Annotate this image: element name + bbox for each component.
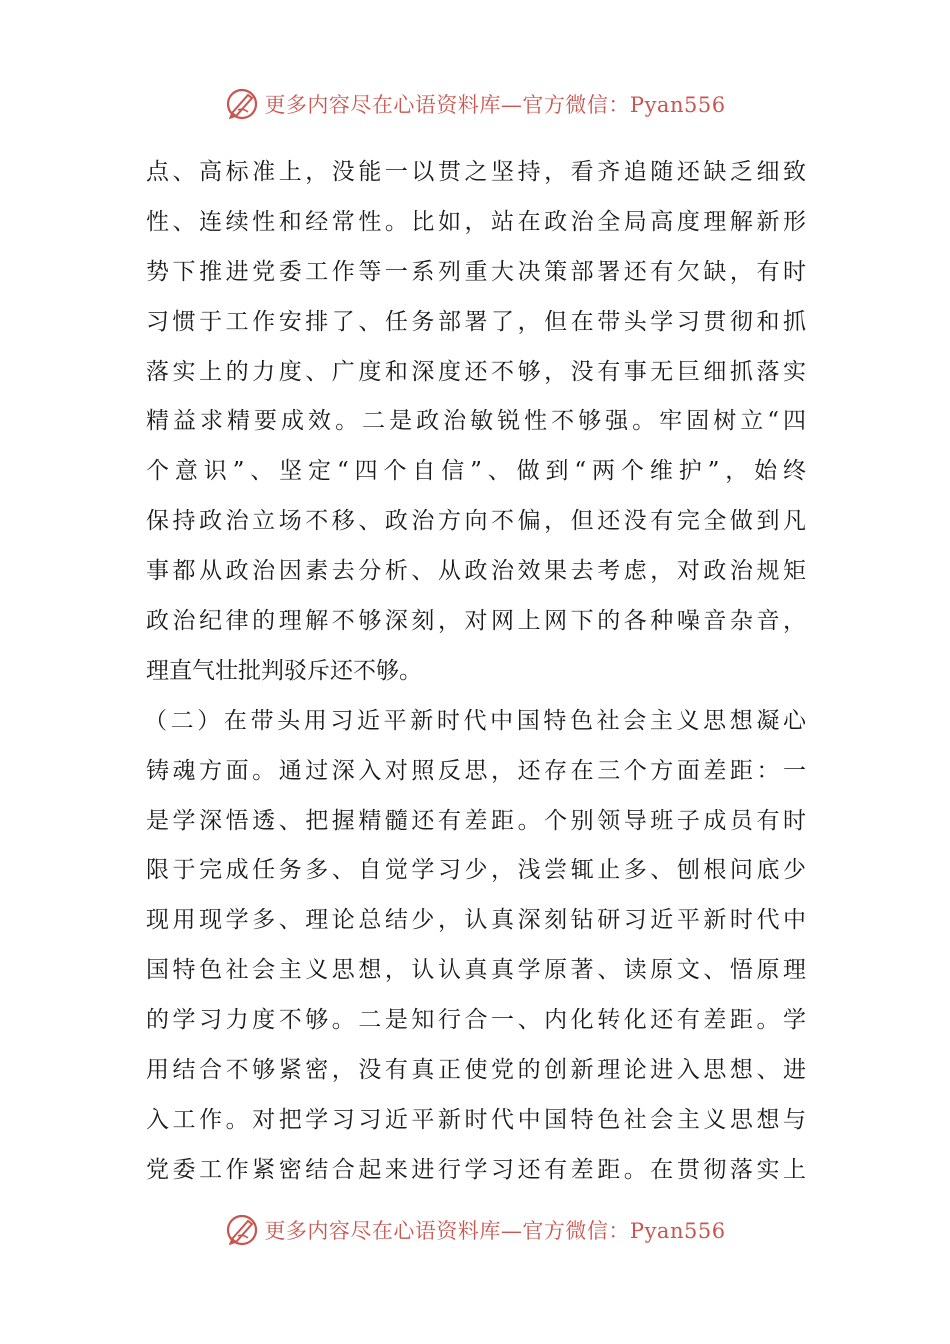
header-banner: [0, 82, 950, 126]
body-line: 习惯于工作安排了、任务部署了，但在带头学习贯彻和抓: [146, 308, 806, 335]
body-line: 性、连续性和经常性。比如，站在政治全局高度理解新形: [146, 208, 806, 235]
body-line: 限于完成任务多、自觉学习少，浅尝辄止多、刨根问底少: [146, 857, 806, 884]
body-line: 用结合不够紧密，没有真正使党的创新理论进入思想、进: [146, 1057, 806, 1084]
body-line: 现用现学多、理论总结少，认真深刻钻研习近平新时代中: [146, 907, 806, 934]
section-heading-line: （二）在带头用习近平新时代中国特色社会主义思想凝心: [144, 707, 806, 734]
body-line: 国特色社会主义思想，认认真真学原著、读原文、悟原理: [146, 957, 806, 984]
body-line: 政治纪律的理解不够深刻，对网上网下的各种噪音杂音，: [146, 608, 806, 635]
footer-banner: [0, 1208, 950, 1252]
body-line: 铸魂方面。通过深入对照反思，还存在三个方面差距：一: [146, 757, 806, 784]
pen-circle-icon: [224, 1212, 260, 1248]
body-line: 事都从政治因素去分析、从政治效果去考虑，对政治规矩: [146, 558, 806, 585]
body-line: 理直气壮批判驳斥还不够。: [146, 657, 422, 684]
body-line: 个意识”、坚定“四个自信”、做到“两个维护”，始终: [146, 458, 806, 485]
banner-text: 更多内容尽在心语资料库—官方微信：Pyan556: [264, 93, 726, 117]
body-line: 保持政治立场不移、政治方向不偏，但还没有完全做到凡: [146, 508, 806, 535]
body-line: 落实上的力度、广度和深度还不够，没有事无巨细抓落实: [146, 358, 806, 385]
body-line: 点、高标准上，没能一以贯之坚持，看齐追随还缺乏细致: [146, 159, 806, 185]
body-line: 是学深悟透、把握精髓还有差距。个别领导班子成员有时: [146, 807, 806, 834]
body-line: 入工作。对把学习习近平新时代中国特色社会主义思想与: [146, 1106, 806, 1133]
body-line: 党委工作紧密结合起来进行学习还有差距。在贯彻落实上: [146, 1156, 806, 1183]
body-line: 的学习力度不够。二是知行合一、内化转化还有差距。学: [146, 1007, 806, 1034]
body-line: 势下推进党委工作等一系列重大决策部署还有欠缺，有时: [146, 258, 806, 285]
pen-circle-icon: [224, 86, 260, 122]
banner-text: 更多内容尽在心语资料库—官方微信：Pyan556: [264, 1219, 726, 1243]
body-line: 精益求精要成效。二是政治敏锐性不够强。牢固树立“四: [146, 408, 806, 435]
document-body: [146, 148, 806, 1196]
